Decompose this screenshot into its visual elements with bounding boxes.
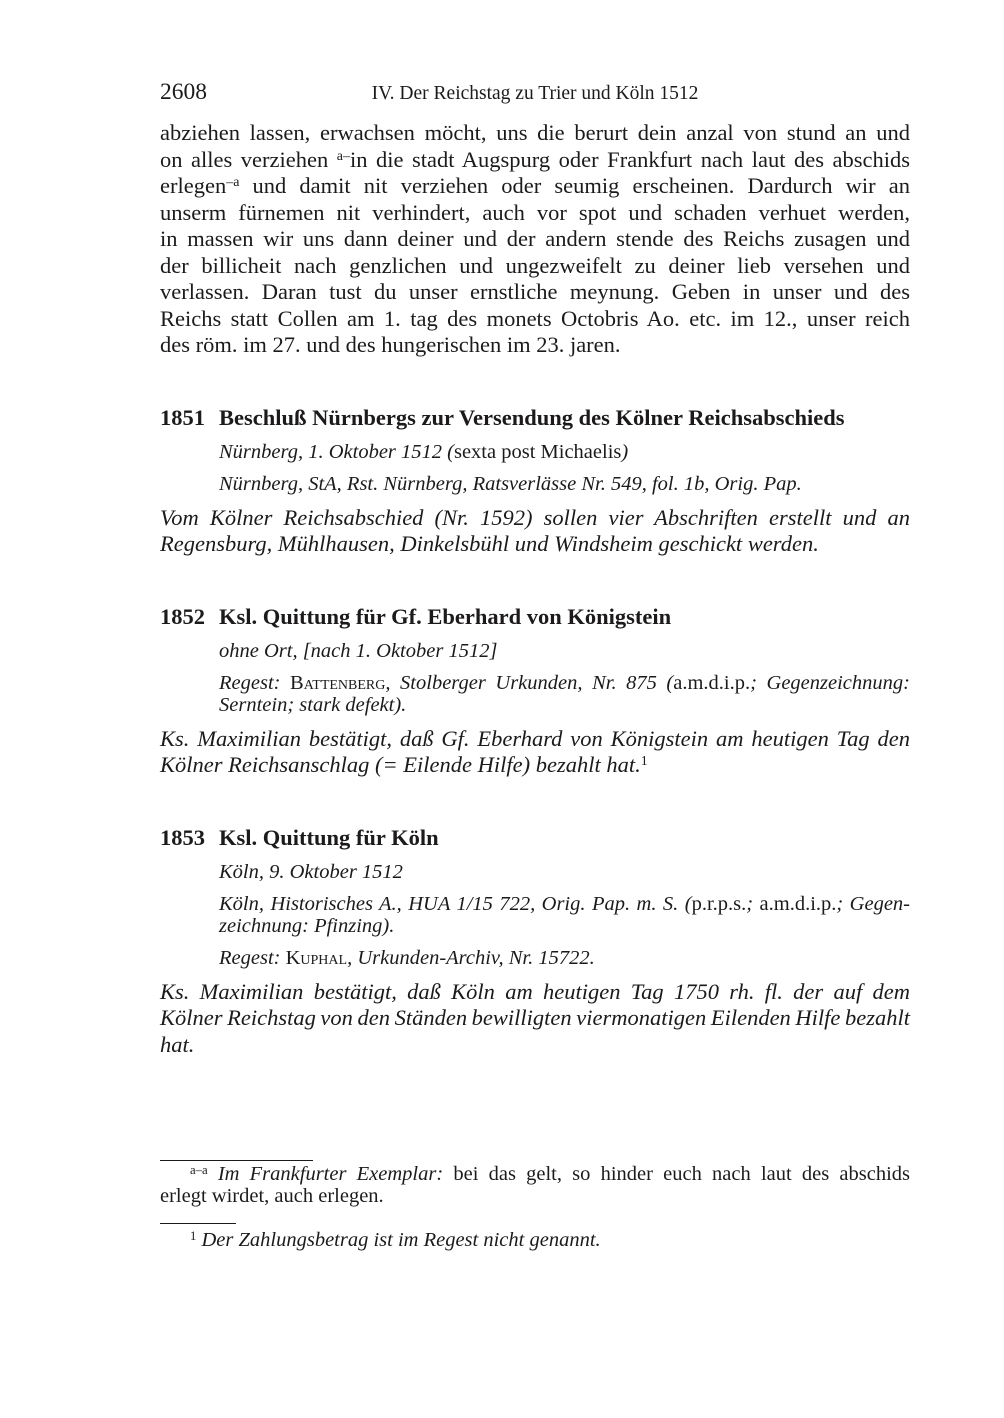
text-line [219,893,910,915]
page-content [160,120,910,1058]
text-line [160,1032,910,1059]
text-run: Kölner Reichsanschlag (= Eilende Hilfe) bezahlt hat. [160,752,641,777]
page-number: 2608 [160,79,207,105]
source-note [219,473,910,495]
text-run: und damit nit verziehen oder seumig erscheinen. Dardurch wir an [239,173,910,198]
superscript-mark: –a [226,175,240,191]
text-line [160,1229,910,1251]
source-note [219,640,910,662]
text-run: Serntein; stark defekt). [219,693,407,716]
author-name-smallcaps: Battenberg [290,671,386,694]
source-note [219,672,910,716]
text-run: Nürnberg, 1. Oktober 1512 ( [219,440,454,463]
text-run: erlegt wirdet, auch erlegen. [160,1185,384,1207]
document-title: Beschluß Nürnbergs zur Versendung des Kölner Reichsabschieds [219,404,845,430]
document-source-notes [160,861,910,969]
text-line [160,979,910,1006]
text-line [160,1005,910,1032]
text-line [219,861,910,883]
document-heading [160,604,910,630]
footnote-rule [160,1160,313,1161]
text-run: hat. [160,1031,195,1057]
source-note [219,861,910,883]
text-line [160,279,910,306]
text-run: zeichnung: Pfinzing). [219,914,395,937]
text-line [160,120,910,147]
document-number: 1851 [160,404,205,430]
footnote-1 [160,1229,910,1251]
document-heading [160,405,910,431]
document-source-notes [160,640,910,716]
document-title: Ksl. Quittung für Gf. Eberhard von Königstein [219,603,672,629]
text-line [219,473,910,495]
text-line [160,1163,910,1185]
text-line [219,915,910,937]
text-line [160,200,910,227]
text-run: ; Gegen- [836,892,911,915]
text-run: der billicheit nach genzlichen und ungezweifelt zu deiner lieb versehen und [160,252,910,278]
text-run: abziehen lassen, erwachsen möcht, uns die berurt dein anzal von stund an und [160,120,910,145]
roman-text-run: p.r.p.s. [691,892,747,915]
text-run: Kölner Reichstag von den Ständen bewilligten viermonatigen Eilenden Hilfe bezahlt [160,1005,910,1030]
document-heading [160,825,910,851]
text-run: Köln, 9. Oktober 1512 [219,860,403,883]
document-entry-1851 [160,405,910,558]
document-summary [160,979,910,1059]
text-run: des röm. im 27. und des hungerischen im 23. jaren. [160,332,621,357]
document-title: Ksl. Quittung für Köln [219,824,439,850]
footnote-rule [160,1223,236,1224]
document-summary [160,726,910,779]
continued-letter-text [160,120,910,359]
source-note [219,441,910,463]
text-run: on alles verziehen [160,146,337,172]
text-run: Regensburg, Mühlhausen, Dinkelsbühl und Windsheim geschickt werden. [160,531,819,556]
document-source-notes [160,441,910,495]
text-run: Der Zahlungsbetrag ist im Regest nicht genannt. [196,1229,601,1251]
text-run: in die stadt Augspurg oder Frankfurt nach laut des abschids [349,146,910,172]
author-name-smallcaps: Kuphal [285,946,348,969]
text-run: Ks. Maximilian bestätigt, daß Gf. Eberhard von Königstein am heutigen Tag den [160,725,910,751]
text-line [160,306,910,333]
text-run: Regest: [219,671,291,694]
superscript-mark: 1 [640,754,648,770]
superscript-mark: a–a [190,1162,208,1177]
text-line [160,173,910,200]
text-run: Reichs statt Collen am 1. tag des monets Octobris Ao. etc. im 12., unser reich [160,305,910,331]
text-run: Vom Kölner Reichsabschied (Nr. 1592) sollen vier Abschriften erstellt und an [160,504,910,530]
text-line [160,332,910,359]
document-entry-1853 [160,825,910,1059]
text-run: erlegen [160,173,227,198]
document-number: 1852 [160,603,205,629]
text-run: Ks. Maximilian bestätigt, daß Köln am heutigen Tag 1750 rh. fl. der auf dem [160,978,910,1004]
roman-text-run: a.m.d.i.p. [759,892,837,915]
text-line [160,531,910,558]
text-run: ; Gegenzeichnung: [750,671,910,694]
roman-text-run: sexta post Michaelis [453,440,622,463]
text-line [219,694,910,716]
text-run: Nürnberg, StA, Rst. Nürnberg, Ratsverlässe Nr. 549, fol. 1b, Orig. Pap. [219,472,802,495]
text-line [160,752,910,779]
text-line [219,640,910,662]
document-number: 1853 [160,824,205,850]
footnote-variant-a [160,1163,910,1207]
text-line [160,253,910,280]
text-run: , Urkunden-Archiv, Nr. 15722. [347,946,595,969]
text-run: Regest: [219,946,286,969]
superscript-mark: a– [336,148,350,164]
text-line [219,947,910,969]
text-run: bei das gelt, so hinder euch nach laut des abschids [443,1163,910,1185]
running-head [160,79,910,107]
text-run: unserm fürnemen nit verhindert, auch vor spot und schaden verhuet werden, [160,199,910,225]
superscript-mark: 1 [190,1228,197,1243]
text-run: ) [621,440,629,463]
text-run: ; [746,892,760,915]
text-line [219,672,910,694]
document-summary [160,505,910,558]
text-run: in massen wir uns dann deiner und der andern stende des Reichs zusagen und [160,226,910,251]
document-entry-1852 [160,604,910,779]
italic-text-run: Im Frankfurter Exemplar: [207,1163,444,1185]
text-run: Köln, Historisches A., HUA 1/15 722, Orig. Pap. m. S. ( [219,892,692,915]
text-line [160,505,910,532]
source-note [219,893,910,937]
roman-text-run: a.m.d.i.p. [673,671,751,694]
text-run: verlassen. Daran tust du unser ernstliche meynung. Geben in unser und des [160,279,910,304]
text-line [160,226,910,253]
text-line [160,147,910,174]
text-line [160,726,910,753]
source-note [219,947,910,969]
text-line [160,1185,910,1207]
text-run: ohne Ort, [nach 1. Oktober 1512] [219,639,498,662]
text-line [219,441,910,463]
running-title: IV. Der Reichstag zu Trier und Köln 1512 [371,83,699,104]
text-run: , Stolberger Urkunden, Nr. 875 ( [385,671,674,694]
